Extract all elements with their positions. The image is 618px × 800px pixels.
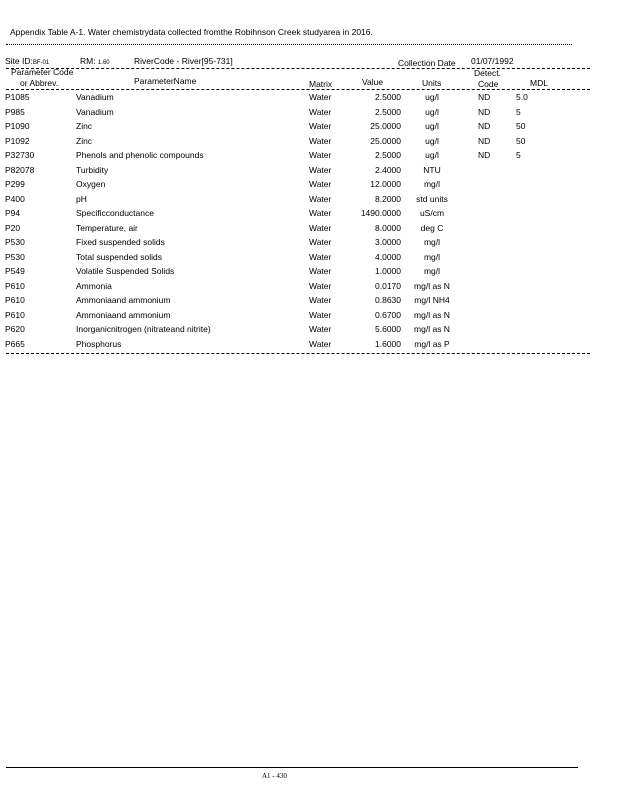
param-name-cell: Ammoniaand ammonium bbox=[76, 309, 171, 320]
param-code-cell: P1092 bbox=[5, 135, 30, 146]
param-code-cell: P610 bbox=[5, 280, 25, 291]
detect-code-cell: ND bbox=[478, 150, 491, 160]
river-mile bbox=[80, 56, 110, 66]
footer-rule bbox=[6, 767, 578, 768]
mdl-cell: 5.0 bbox=[516, 92, 528, 102]
table-row bbox=[0, 92, 618, 107]
param-code-cell: P1090 bbox=[5, 121, 30, 131]
param-name-cell: Temperature, air bbox=[76, 222, 138, 233]
matrix-cell: Water bbox=[309, 193, 332, 204]
rm-value: 1.60 bbox=[97, 60, 110, 66]
param-name-cell: Vanadium bbox=[76, 92, 114, 102]
table-row bbox=[0, 310, 618, 325]
col-matrix: Matrix bbox=[309, 79, 333, 89]
detect-code-cell: ND bbox=[478, 106, 491, 117]
units-cell: NTU bbox=[423, 164, 441, 175]
units-cell: ug/l bbox=[425, 150, 439, 160]
table-title: Appendix Table A-1. Water chemistrydata collected fromthe Robihnson Creek studyarea in 2016. bbox=[10, 27, 373, 37]
param-name-cell: Ammoniaand ammonium bbox=[76, 295, 171, 305]
units-cell: deg C bbox=[420, 222, 444, 233]
value-cell: 0.6700 bbox=[375, 309, 401, 320]
col-detect: Detect. bbox=[474, 68, 501, 78]
matrix-cell: Water bbox=[309, 121, 332, 131]
table-row bbox=[0, 150, 618, 165]
collection-date: 01/07/1992 bbox=[471, 56, 514, 66]
value-cell: 4.0000 bbox=[375, 251, 401, 262]
param-name-cell: Specificconductance bbox=[76, 208, 154, 218]
matrix-cell: Water bbox=[309, 208, 332, 218]
matrix-cell: Water bbox=[309, 266, 332, 276]
detect-code-cell: ND bbox=[478, 92, 491, 102]
param-code-cell: P20 bbox=[5, 222, 21, 233]
param-code-cell: P82078 bbox=[5, 164, 35, 175]
matrix-cell: Water bbox=[309, 92, 332, 102]
param-name-cell: Fixed suspended solids bbox=[76, 237, 165, 247]
value-cell: 25.0000 bbox=[370, 135, 401, 146]
rm-label: RM: bbox=[80, 56, 96, 66]
detect-code-cell: ND bbox=[478, 121, 491, 131]
param-code-cell: P530 bbox=[5, 251, 25, 262]
param-code-cell: P400 bbox=[5, 193, 25, 204]
col-param-code-line2: or Abbrev. bbox=[20, 78, 59, 88]
param-code-cell: P94 bbox=[5, 208, 21, 218]
param-name-cell: Phosphorus bbox=[76, 338, 122, 349]
matrix-cell: Water bbox=[309, 338, 332, 349]
units-cell: ug/l bbox=[425, 135, 439, 146]
units-cell: uS/cm bbox=[419, 208, 445, 218]
table-row bbox=[0, 252, 618, 267]
col-value: Value bbox=[362, 77, 384, 87]
value-cell: 1490.0000 bbox=[360, 208, 401, 218]
matrix-cell: Water bbox=[309, 324, 332, 334]
value-cell: 0.0170 bbox=[375, 280, 401, 291]
param-name-cell: pH bbox=[76, 193, 87, 204]
param-code-cell: P32730 bbox=[5, 150, 35, 160]
value-cell: 0.8630 bbox=[375, 295, 401, 305]
value-cell: 2.5000 bbox=[375, 150, 401, 160]
param-name-cell: Vanadium bbox=[76, 106, 114, 117]
units-cell: ug/l bbox=[425, 121, 439, 131]
river-code: RiverCode - River[95-731] bbox=[134, 56, 233, 66]
param-code-cell: P530 bbox=[5, 237, 25, 247]
col-mdl: MDL bbox=[530, 78, 548, 88]
value-cell: 2.5000 bbox=[375, 92, 401, 102]
matrix-cell: Water bbox=[309, 135, 332, 146]
param-name-cell: Zinc bbox=[76, 121, 93, 131]
table-row bbox=[0, 281, 618, 296]
table-row bbox=[0, 237, 618, 252]
table-row bbox=[0, 165, 618, 180]
table-end-divider bbox=[6, 353, 590, 354]
value-cell: 3.0000 bbox=[375, 237, 401, 247]
units-cell: mg/l as N bbox=[414, 280, 450, 291]
value-cell: 5.6000 bbox=[375, 324, 401, 334]
value-cell: 8.0000 bbox=[375, 222, 401, 233]
units-cell: mg/l bbox=[423, 179, 441, 189]
param-code-cell: P549 bbox=[5, 266, 25, 276]
matrix-cell: Water bbox=[309, 164, 332, 175]
param-name-cell: Inorganicnitrogen (nitrateand nitrite) bbox=[76, 324, 211, 334]
mdl-cell: 5 bbox=[516, 150, 521, 160]
table-row bbox=[0, 179, 618, 194]
detect-code-cell: ND bbox=[478, 135, 491, 146]
mdl-cell: 5 bbox=[516, 106, 521, 117]
param-name-cell: Turbidity bbox=[76, 164, 109, 175]
header-divider-top bbox=[6, 68, 590, 69]
matrix-cell: Water bbox=[309, 251, 332, 262]
matrix-cell: Water bbox=[309, 222, 332, 233]
mdl-cell: 50 bbox=[516, 121, 526, 131]
value-cell: 1.0000 bbox=[375, 266, 401, 276]
table-row bbox=[0, 266, 618, 281]
table-row bbox=[0, 339, 618, 354]
param-code-cell: P665 bbox=[5, 338, 25, 349]
param-name-cell: Oxygen bbox=[76, 179, 106, 189]
table-row bbox=[0, 324, 618, 339]
col-param-name: ParameterName bbox=[134, 76, 197, 86]
site-id-value: BF-01 bbox=[32, 60, 50, 66]
site-id bbox=[5, 56, 49, 66]
matrix-cell: Water bbox=[309, 309, 332, 320]
table-row bbox=[0, 194, 618, 209]
table-row bbox=[0, 223, 618, 238]
value-cell: 12.0000 bbox=[370, 179, 401, 189]
table-row bbox=[0, 295, 618, 310]
units-cell: mg/l bbox=[423, 237, 441, 247]
param-name-cell: Phenols and phenolic compounds bbox=[76, 150, 204, 160]
matrix-cell: Water bbox=[309, 150, 332, 160]
value-cell: 8.2000 bbox=[375, 193, 401, 204]
param-name-cell: Zinc bbox=[76, 135, 93, 146]
units-cell: mg/l as N bbox=[414, 324, 450, 334]
table-row bbox=[0, 208, 618, 223]
units-cell: mg/l as P bbox=[414, 338, 450, 349]
param-code-cell: P1085 bbox=[5, 92, 30, 102]
col-param-code: Parameter Code bbox=[11, 67, 74, 77]
matrix-cell: Water bbox=[309, 237, 332, 247]
param-code-cell: P610 bbox=[5, 295, 25, 305]
param-code-cell: P620 bbox=[5, 324, 25, 334]
units-cell: mg/l bbox=[423, 251, 441, 262]
matrix-cell: Water bbox=[309, 295, 332, 305]
units-cell: mg/l as N bbox=[414, 309, 450, 320]
table-row bbox=[0, 107, 618, 122]
units-cell: std units bbox=[416, 193, 448, 204]
param-name-cell: Volatile Suspended Solids bbox=[76, 266, 175, 276]
param-name-cell: Total suspended solids bbox=[76, 251, 163, 262]
param-name-cell: Ammonia bbox=[76, 280, 112, 291]
col-detect-line2: Code bbox=[478, 79, 499, 89]
units-cell: ug/l bbox=[425, 92, 439, 102]
units-cell: mg/l NH4 bbox=[414, 295, 450, 305]
value-cell: 2.4000 bbox=[375, 164, 401, 175]
matrix-cell: Water bbox=[309, 106, 332, 117]
units-cell: mg/l bbox=[423, 266, 441, 276]
units-cell: ug/l bbox=[425, 106, 439, 117]
site-id-label: Site ID: bbox=[5, 56, 33, 66]
table-row bbox=[0, 121, 618, 136]
col-units: Units bbox=[422, 78, 442, 88]
mdl-cell: 50 bbox=[516, 135, 526, 146]
title-divider bbox=[6, 44, 572, 45]
value-cell: 25.0000 bbox=[370, 121, 401, 131]
param-code-cell: P610 bbox=[5, 309, 25, 320]
param-code-cell: P299 bbox=[5, 179, 25, 189]
table-row bbox=[0, 136, 618, 151]
value-cell: 1.6000 bbox=[375, 338, 401, 349]
value-cell: 2.5000 bbox=[375, 106, 401, 117]
matrix-cell: Water bbox=[309, 280, 332, 291]
matrix-cell: Water bbox=[309, 179, 332, 189]
collection-date-label: Collection Date bbox=[398, 58, 456, 68]
header-divider-bottom bbox=[6, 89, 590, 90]
param-code-cell: P985 bbox=[5, 106, 25, 117]
page-number: A1 - 430 bbox=[262, 772, 287, 780]
